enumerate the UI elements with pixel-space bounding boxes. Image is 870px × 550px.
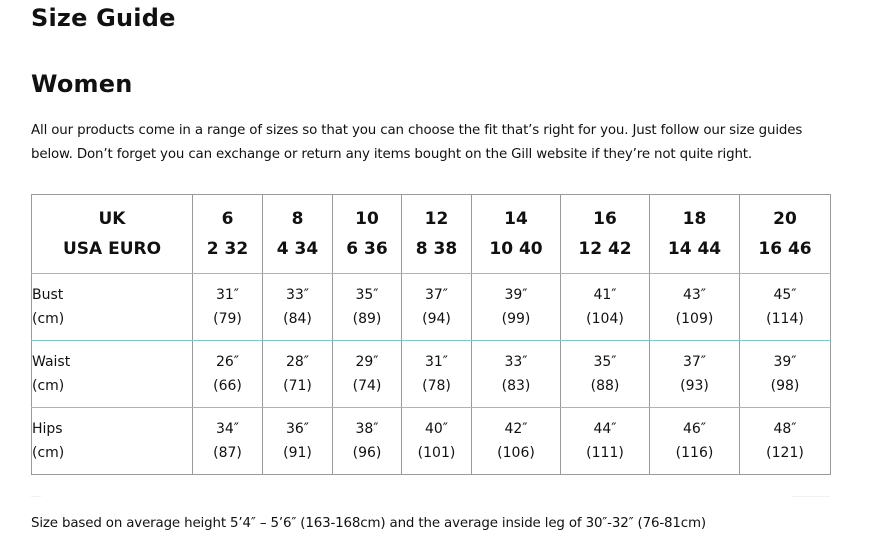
table-cell [402,274,472,341]
measurement-inches: 39″ [773,354,797,370]
table-cell [263,341,333,408]
measurement-inches: 45″ [773,287,797,303]
header-size-cell [740,195,831,274]
section-title: Women [31,70,133,98]
row-label: Bust [32,287,64,303]
intro-text: All our products come in a range of sizes so that you can choose the fit that’s right for you. Just follow our size guides below. Don’t forget you can exchange or return any items bought on the Gill website if they’re not quite right. [31,123,803,162]
table-cell [402,341,472,408]
table-cell [650,408,740,475]
header-size-cell [333,195,402,274]
measurement-cm: (114) [766,311,804,327]
table-cell [263,274,333,341]
table-row [32,408,831,475]
measurement-inches: 33″ [504,354,528,370]
header-uk-size: 12 [424,209,449,229]
header-usa-euro-size: 6 36 [346,239,388,259]
header-uk-size: 18 [682,209,707,229]
measurement-cm: (91) [283,445,312,461]
header-usa-euro-size: 16 46 [758,239,812,259]
header-uk-size: 20 [773,209,797,229]
header-usa-euro-size: 2 32 [206,239,249,259]
page-title: Size Guide [31,4,176,32]
measurement-cm: (78) [422,378,451,394]
header-size-cell [650,195,740,274]
row-label: Waist [32,354,71,370]
measurement-cm: (74) [352,378,382,394]
table-cell [740,274,831,341]
measurement-cm: (94) [422,311,451,327]
header-usa-euro-size: 4 34 [276,239,319,259]
size-footnote: Size based on average height 5’4″ – 5’6″ (163-168cm) and the average inside leg of 30″-32″ (76-81cm) [31,516,706,531]
measurement-cm: (111) [586,445,624,461]
measurement-cm: (121) [766,445,804,461]
measurement-inches: 29″ [355,354,379,370]
measurement-inches: 37″ [424,287,449,303]
measurement-inches: 28″ [285,354,310,370]
measurement-inches: 33″ [285,287,310,303]
header-usa-euro-size: 12 42 [578,239,632,259]
measurement-inches: 35″ [355,287,379,303]
table-cell [561,341,650,408]
measurement-cm: (96) [352,445,382,461]
table-cell [333,274,402,341]
measurement-cm: (79) [213,311,242,327]
row-unit: (cm) [32,378,65,394]
header-uk-size: 8 [291,209,304,229]
measurement-inches: 31″ [215,287,240,303]
header-uk-label: UK [98,209,126,229]
table-cell [333,408,402,475]
table-row [32,341,831,408]
measurement-cm: (66) [213,378,242,394]
divider-right [792,496,830,497]
table-header-row [32,195,831,274]
table-row [32,274,831,341]
row-label-cell [32,341,193,408]
measurement-cm: (106) [497,445,535,461]
table-cell [740,341,831,408]
measurement-cm: (99) [501,311,531,327]
measurement-inches: 48″ [773,421,797,437]
table-cell [333,341,402,408]
measurement-inches: 26″ [215,354,240,370]
measurement-inches: 34″ [215,421,240,437]
table-cell [193,341,263,408]
measurement-inches: 31″ [424,354,449,370]
measurement-cm: (109) [675,311,714,327]
table-cell [472,408,561,475]
measurement-inches: 46″ [682,421,707,437]
measurement-inches: 44″ [593,421,617,437]
measurement-inches: 39″ [504,287,528,303]
table-cell [472,341,561,408]
header-size-cell [263,195,333,274]
measurement-inches: 38″ [355,421,379,437]
header-usa-euro-size: 10 40 [489,239,543,259]
measurement-inches: 37″ [682,354,707,370]
header-uk-size: 6 [221,209,234,229]
table-cell [472,274,561,341]
table-cell [402,408,472,475]
header-size-cell [193,195,263,274]
table-cell [561,408,650,475]
measurement-cm: (83) [501,378,531,394]
table-cell [193,408,263,475]
row-unit: (cm) [32,445,65,461]
header-uk-size: 10 [355,209,379,229]
measurement-cm: (98) [770,378,800,394]
measurement-cm: (93) [680,378,709,394]
row-label-cell [32,408,193,475]
header-size-cell [561,195,650,274]
header-usa-euro-label: USA EURO [62,239,162,259]
row-unit: (cm) [32,311,65,327]
header-uk-size: 16 [593,209,617,229]
table-cell [193,274,263,341]
row-label: Hips [32,421,63,437]
header-uk-size: 14 [504,209,528,229]
table-cell [561,274,650,341]
header-usa-euro-size: 14 44 [667,239,722,259]
measurement-inches: 40″ [424,421,449,437]
measurement-cm: (71) [283,378,312,394]
table-cell [740,408,831,475]
measurement-cm: (87) [213,445,242,461]
size-table [31,194,831,475]
divider-left [31,496,41,497]
header-size-cell [402,195,472,274]
measurement-cm: (116) [675,445,714,461]
measurement-inches: 41″ [593,287,617,303]
header-usa-euro-size: 8 38 [415,239,458,259]
row-label-cell [32,274,193,341]
measurement-inches: 35″ [593,354,617,370]
header-label-cell [32,195,193,274]
measurement-cm: (88) [590,378,620,394]
measurement-inches: 43″ [682,287,707,303]
measurement-cm: (84) [283,311,312,327]
table-cell [650,274,740,341]
header-size-cell [472,195,561,274]
measurement-cm: (89) [352,311,382,327]
table-cell [650,341,740,408]
measurement-inches: 42″ [504,421,528,437]
measurement-cm: (104) [586,311,624,327]
measurement-inches: 36″ [285,421,310,437]
table-cell [263,408,333,475]
measurement-cm: (101) [417,445,456,461]
